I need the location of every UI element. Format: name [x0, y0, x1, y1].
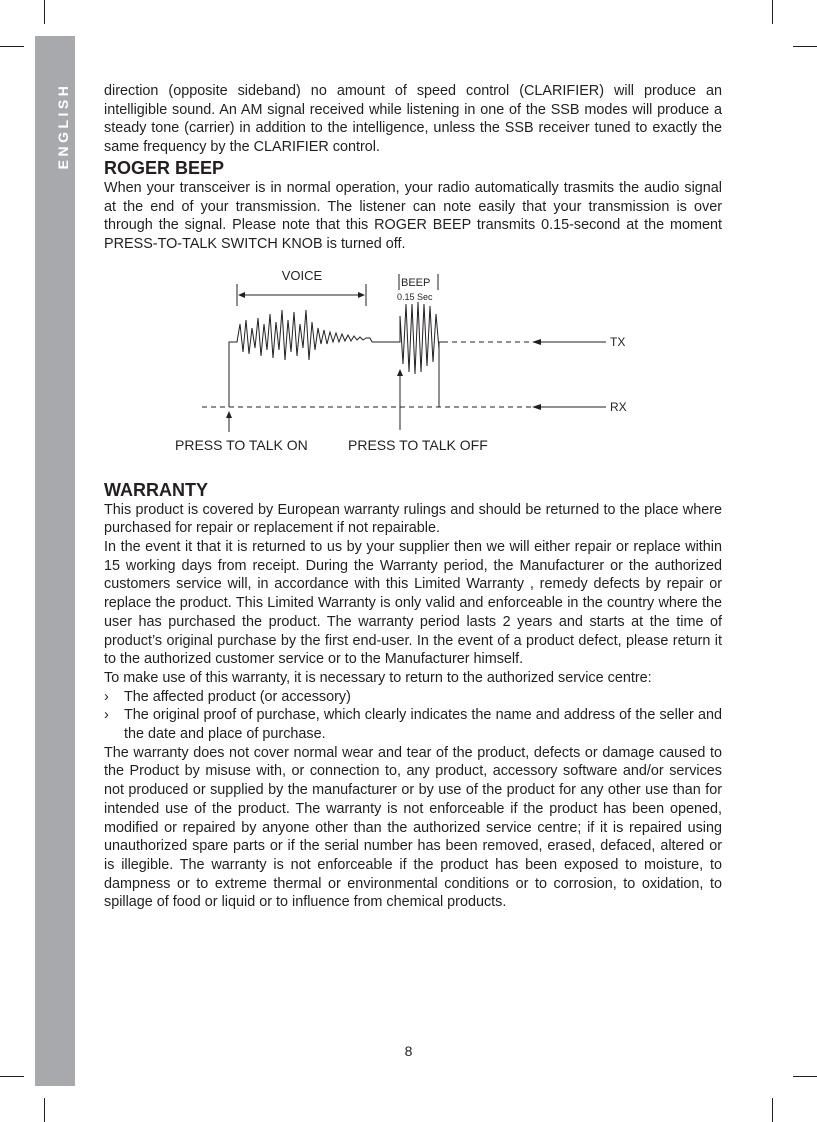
beep-label: BEEP: [401, 276, 431, 289]
ptt-off-arrow-head: [397, 369, 403, 376]
ptt-off-label: PRESS TO TALK OFF: [348, 436, 488, 453]
voice-arrow-left: [238, 292, 245, 298]
roger-beep-diagram: [104, 254, 722, 479]
bullet-marker: ›: [104, 707, 109, 724]
tx-label: TX: [610, 334, 626, 349]
crop-mark: [0, 1076, 24, 1077]
crop-mark: [772, 0, 773, 24]
page-content: [104, 82, 722, 912]
language-label: ENGLISH: [55, 82, 71, 170]
bullet-text: The affected product (or accessory): [124, 688, 351, 705]
crop-mark: [772, 1098, 773, 1122]
language-sidebar: [35, 36, 75, 1086]
crop-mark: [44, 0, 45, 24]
bullet-item: [104, 706, 722, 743]
tx-arrow-head: [532, 339, 541, 345]
roger-beep-heading: ROGER BEEP: [104, 157, 225, 178]
bullet-marker: ›: [104, 688, 109, 705]
voice-label: VOICE: [281, 267, 323, 283]
warranty-paragraph: The warranty does not cover normal wear and tear of the product, defects or damage caused to the Product by misuse with, or connection to, any product, accessory software and/or services not produced or supplied by the manufacturer or by use of the product for any other use than for intended use of the product. The warranty is not enforceable if the product has been opened, modified or repaired by anyone other than the authorized service centre; if it is repaired using unauthorized spare parts or if the serial number has been removed, erased, defaced, altered or is illegible. The warranty is not enforceable if the product has been exposed to moisture, to dampness or to extreme thermal or environmental conditions or to corrosion, to oxidation, to spillage of food or liquid or to influence from chemical products.: [104, 744, 722, 911]
voice-arrow-right: [358, 292, 365, 298]
rx-arrow-head: [532, 404, 541, 410]
intro-paragraph: direction (opposite sideband) no amount of speed control (CLARIFIER) will produce an intelligible sound. An AM signal received while listening in one of the SSB modes will produce a steady tone (carrier) in addition to the intelligence, unless the SSB receiver tuned to exactly the same frequency by the CLARIFIER control.: [104, 83, 722, 156]
roger-beep-paragraph: When your transceiver is in normal operation, your radio automatically trasmits the audio signal at the end of your transmission. The listener can note easily that your transmission is over through the signal. Please note that this ROGER BEEP transmits 0.15-second at the moment PRESS-TO-TALK SWITCH KNOB is turned off.: [104, 179, 722, 252]
bullet-text: The original proof of purchase, which clearly indicates the name and address of the seller and the date and place of purchase.: [124, 707, 722, 743]
crop-mark: [793, 1076, 817, 1077]
warranty-paragraph: In the event it that it is returned to us by your supplier then we will either repair or replace within 15 working days from receipt. During the Warranty period, the Manufacturer or the authorized customers service will, in accordance with this Limited Warranty , remedy defects by repair or replace the product. This Limited Warranty is only valid and enforceable in the country where the user has purchased the product. The warranty period lasts 2 years and starts at the time of product’s original purchase by the first end-user. In the event of a product defect, please return it to the authorized customer service or to the Manufacturer himself.: [104, 539, 722, 668]
duration-label: 0.15 Sec: [397, 291, 433, 302]
voice-waveform: [229, 310, 372, 407]
warranty-paragraph: To make use of this warranty, it is necessary to return to the authorized service centre:: [104, 669, 652, 686]
warranty-paragraph: This product is covered by European warranty rulings and should be returned to the place where purchased for repair or replacement if not repairable.: [104, 501, 722, 537]
crop-mark: [793, 46, 817, 47]
warranty-heading: WARRANTY: [104, 479, 208, 500]
rx-label: RX: [610, 399, 627, 414]
ptt-on-label: PRESS TO TALK ON: [175, 436, 308, 453]
page-number: 8: [404, 1043, 413, 1059]
bullet-item: [104, 688, 722, 707]
beep-waveform: [372, 302, 443, 374]
crop-mark: [44, 1098, 45, 1122]
ptt-on-arrow-head: [226, 411, 232, 418]
crop-mark: [0, 46, 24, 47]
